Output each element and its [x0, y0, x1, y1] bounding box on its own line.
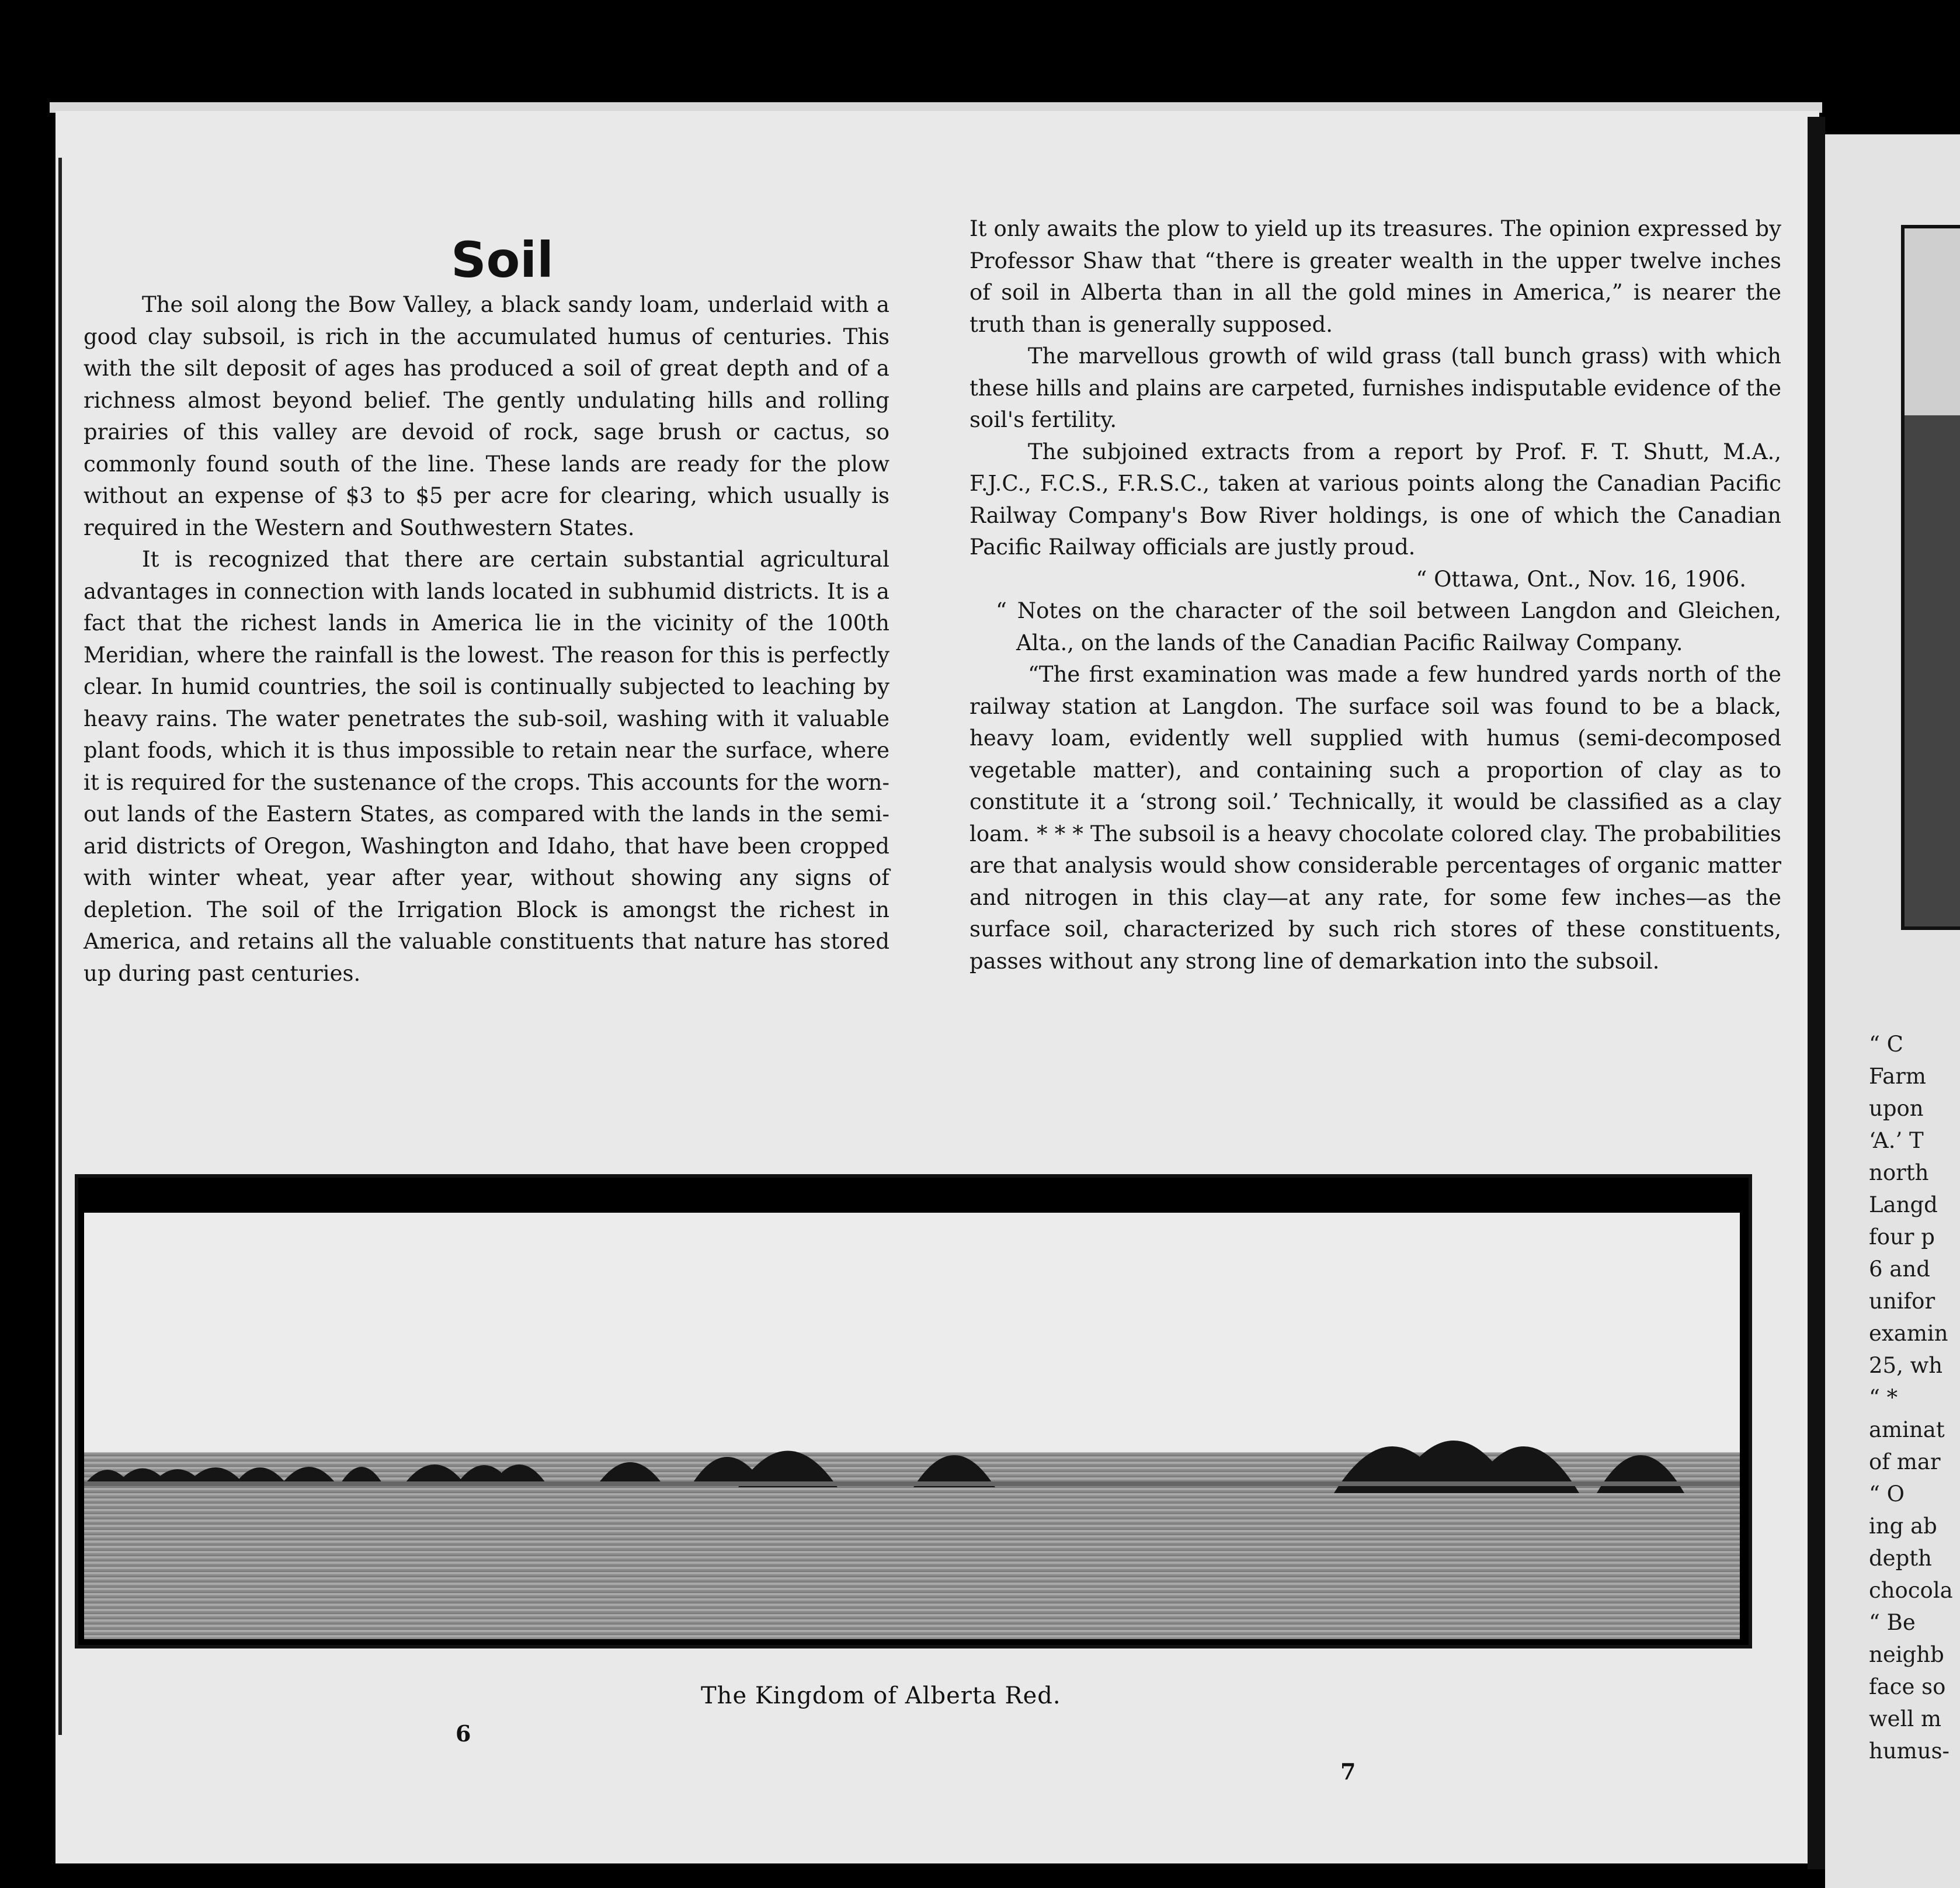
next-page-line: aminat	[1869, 1417, 1945, 1442]
next-page-line: Langd	[1869, 1192, 1938, 1217]
next-page-text	[1869, 1028, 1960, 1767]
report-dateline: “ Ottawa, Ont., Nov. 16, 1906.	[1416, 566, 1746, 592]
next-page-line: north	[1869, 1160, 1929, 1185]
right-paragraph-3: The subjoined extracts from a report by Prof. F. T. Shutt, M.A., F.J.C., F.C.S., F.R.S.C., taken at various points along the Canadian Pacific Railway Company's Bow River holdings, is one of which the Canadian Pacific Railway officials are justly proud.	[969, 439, 1781, 560]
next-page-line: chocola	[1869, 1578, 1953, 1603]
left-column	[84, 289, 889, 990]
next-page-line: 6 and	[1869, 1257, 1930, 1282]
next-page-photo	[1901, 225, 1960, 930]
left-paragraph-1: The soil along the Bow Valley, a black sandy loam, underlaid with a good clay subsoil, is rich in the accumulated humus of centuries. This with the silt deposit of ages has produced a soil of great depth and of a richness almost beyond belief. The gently undulating hills and rolling prairies of this valley are devoid of rock, sage brush or cactus, so commonly found south of the line. These lands are ready for the plow without an expense of $3 to $5 per acre for clearing, which usually is required in the Western and Southwestern States.	[84, 292, 889, 540]
next-page-line: four p	[1869, 1224, 1935, 1250]
page-title: Soil	[451, 231, 554, 289]
photo-caption: The Kingdom of Alberta Red.	[701, 1682, 1061, 1709]
next-page-line: upon	[1869, 1096, 1924, 1121]
next-page-line: “ Be	[1869, 1610, 1916, 1635]
next-page-line: well m	[1869, 1706, 1942, 1731]
next-page-line: ‘A.’ T	[1869, 1128, 1924, 1153]
page-number-right: 7	[1340, 1758, 1356, 1785]
right-paragraph-1: It only awaits the plow to yield up its treasures. The opinion expressed by Professor Shaw that “there is greater wealth in the upper twelve inches of soil in Alberta than in all the gold mines in America,” is nearer the truth than is generally supposed.	[969, 216, 1781, 337]
left-paragraph-2: It is recognized that there are certain substantial agricultural advantages in connection with lands located in subhumid districts. It is a fact that the richest lands in America lie in the vicinity of the 100th Meridian, where the rainfall is the lowest. The reason for this is perfectly clear. In humid countries, the soil is continually subjected to leaching by heavy rains. The water penetrates the sub-soil, washing with it valuable plant foods, which it is thus impossible to retain near the surface, where it is required for the sustenance of the crops. This accounts for the worn-out lands of the Eastern States, as compared with the lands in the semi-arid districts of Oregon, Washington and Idaho, that have been cropped with winter wheat, year after year, without showing any signs of depletion. The soil of the Irrigation Block is amongst the richest in America, and retains all the valuable constituents that nature has stored up during past centuries.	[84, 547, 889, 986]
next-page-line: neighb	[1869, 1642, 1944, 1667]
next-page-line: examin	[1869, 1321, 1948, 1346]
next-page-line: “ O	[1869, 1481, 1905, 1507]
report-text: “The first examination was made a few hundred yards north of the railway station at Langdon. The surface soil was found to be a black, heavy loam, evidently well supplied with humus (semi-decomposed vegetable matter), and containing such a proportion of clay as to constitute it a ‘strong soil.’ Technically, it would be classified as a clay loam. * * * The subsoil is a heavy chocolate colored clay. The probabilities are that analysis would show considerable percentages of organic matter and nitrogen in this clay—at any rate, for some few inches—as the surface soil, characterized by such rich stores of these constituents, passes without any strong line of demarkation into the subsoil.	[969, 662, 1781, 974]
next-page-line: Farm	[1869, 1064, 1926, 1089]
next-page-line: depth	[1869, 1546, 1932, 1571]
next-page-line: face so	[1869, 1674, 1946, 1699]
next-page-line: 25, wh	[1869, 1353, 1943, 1378]
haystacks-illustration	[84, 1178, 1740, 1645]
next-page-line: of mar	[1869, 1449, 1941, 1474]
page-left-border	[58, 158, 62, 1735]
next-page-line: unifor	[1869, 1289, 1935, 1314]
notes-heading: “ Notes on the character of the soil between Langdon and Gleichen, Alta., on the lands of the Canadian Pacific Railway Company.	[996, 598, 1781, 655]
next-page-line: ing ab	[1869, 1514, 1937, 1539]
next-page-line: “ *	[1869, 1385, 1898, 1410]
book-gutter	[1808, 117, 1825, 1869]
page-number-left: 6	[456, 1720, 471, 1747]
right-paragraph-2: The marvellous growth of wild grass (tall bunch grass) with which these hills and plains are carpeted, furnishes indisputable evidence of the soil's fertility.	[969, 343, 1781, 432]
next-page-line: humus-	[1869, 1738, 1950, 1764]
right-column	[969, 213, 1781, 977]
next-page-line: “ C	[1869, 1032, 1903, 1057]
haystack-photo	[75, 1174, 1752, 1648]
next-page-photo-sky	[1905, 228, 1960, 415]
